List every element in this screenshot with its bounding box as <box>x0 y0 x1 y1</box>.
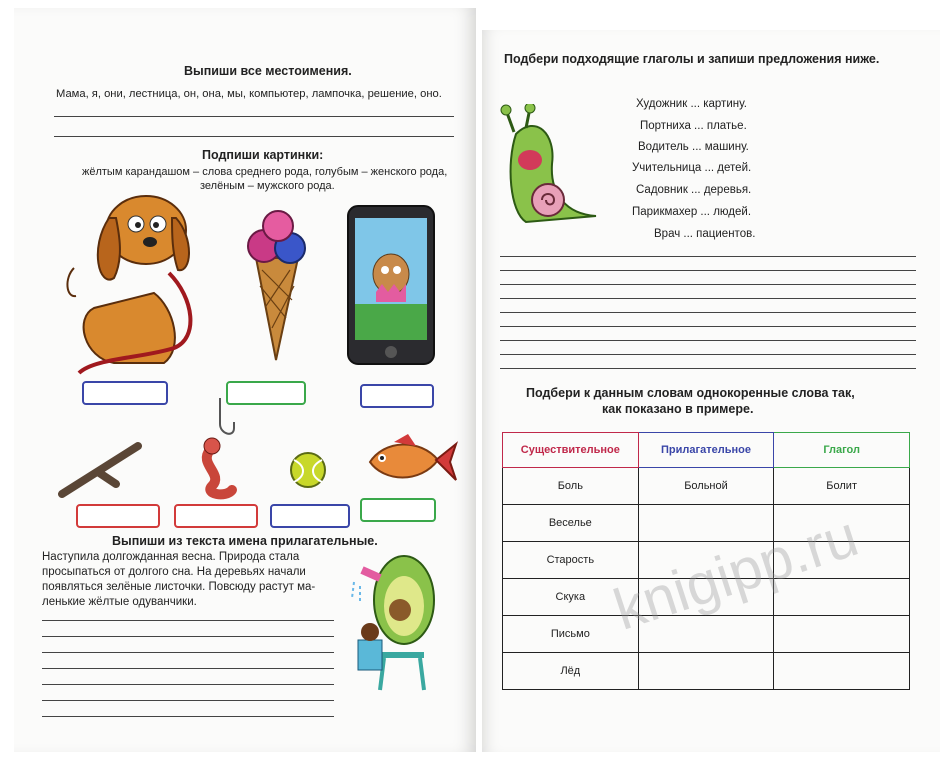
write-line <box>42 652 334 653</box>
avocado-picture <box>340 548 444 696</box>
noun-cell: Лёд <box>503 653 639 690</box>
write-line <box>500 326 916 327</box>
write-line <box>42 700 334 701</box>
header-noun: Существительное <box>503 433 639 468</box>
sentence: Садовник ... деревья. <box>636 184 752 196</box>
task2-line1: жёлтым карандашом – слова среднего рода, голубым – женского рода, <box>82 166 448 178</box>
left-page <box>14 8 476 752</box>
right-page <box>482 30 940 752</box>
write-line <box>42 636 334 637</box>
label-box-ball[interactable] <box>270 504 350 528</box>
sentence: Художник ... картину. <box>636 98 747 110</box>
task2-title: Подпиши картинки: <box>202 148 324 162</box>
noun-cell: Веселье <box>503 505 639 542</box>
write-line <box>500 256 916 257</box>
label-box-dog[interactable] <box>82 381 168 405</box>
write-line <box>500 312 916 313</box>
worm-picture <box>190 394 248 502</box>
noun-cell: Скука <box>503 579 639 616</box>
write-line <box>42 716 334 717</box>
table-row <box>503 468 910 505</box>
task4-title: Подбери подходящие глаголы и запиши предложения ниже. <box>504 52 880 66</box>
write-line <box>42 620 334 621</box>
sentence: Водитель ... машину. <box>638 141 749 153</box>
verb-cell[interactable]: Болит <box>774 468 910 505</box>
label-box-worm[interactable] <box>174 504 258 528</box>
header-adjective: Прилагательное <box>638 433 774 468</box>
write-line <box>500 284 916 285</box>
tennis-ball-picture <box>288 450 328 490</box>
write-line <box>42 668 334 669</box>
write-line <box>54 136 454 137</box>
write-line <box>500 368 916 369</box>
write-line <box>500 270 916 271</box>
adjective-cell[interactable] <box>638 653 774 690</box>
write-line <box>500 340 916 341</box>
dog-picture <box>54 178 204 378</box>
write-line <box>500 298 916 299</box>
watermark: knigipp.ru <box>606 503 866 643</box>
verb-cell[interactable] <box>774 653 910 690</box>
sentence: Врач ... пациентов. <box>654 228 756 240</box>
phone-picture <box>346 204 438 366</box>
write-line <box>54 116 454 117</box>
label-box-fish[interactable] <box>360 498 436 522</box>
task3-text-line: просыпаться от долгого сна. На деревьях начали <box>42 566 306 578</box>
snail-picture <box>496 104 614 238</box>
task3-text-line: Наступила долгожданная весна. Природа стала <box>42 551 300 563</box>
noun-cell: Боль <box>503 468 639 505</box>
fish-picture <box>364 432 460 490</box>
label-box-stick[interactable] <box>76 504 160 528</box>
noun-cell: Письмо <box>503 616 639 653</box>
sentence: Парикмахер ... людей. <box>632 206 752 218</box>
noun-cell: Старость <box>503 542 639 579</box>
task1-words: Мама, я, они, лестница, он, она, мы, компьютер, лампочка, решение, оно. <box>56 88 442 100</box>
task5-title-line2: как показано в примере. <box>602 402 754 416</box>
task3-text-line: появляться зелёные листочки. Повсюду растут ма- <box>42 581 316 593</box>
table-row <box>503 653 910 690</box>
write-line <box>42 684 334 685</box>
sentence: Учительница ... детей. <box>632 162 752 174</box>
table-row <box>503 616 910 653</box>
label-box-phone[interactable] <box>360 384 434 408</box>
verb-cell[interactable] <box>774 616 910 653</box>
task3-text-line: ленькие жёлтые одуванчики. <box>42 596 197 608</box>
sentence: Портниха ... платье. <box>640 120 747 132</box>
task1-title: Выпиши все местоимения. <box>184 64 352 78</box>
task5-title-line1: Подбери к данным словам однокоренные слова так, <box>526 386 855 400</box>
write-line <box>500 354 916 355</box>
ice-cream-picture <box>242 208 312 368</box>
header-verb: Глагол <box>774 433 910 468</box>
stick-picture <box>58 436 146 500</box>
task2-line2: зелёным – мужского рода. <box>200 180 335 192</box>
task3-text <box>42 550 315 610</box>
task3-title: Выпиши из текста имена прилагательные. <box>112 534 378 548</box>
adjective-cell[interactable]: Больной <box>638 468 774 505</box>
